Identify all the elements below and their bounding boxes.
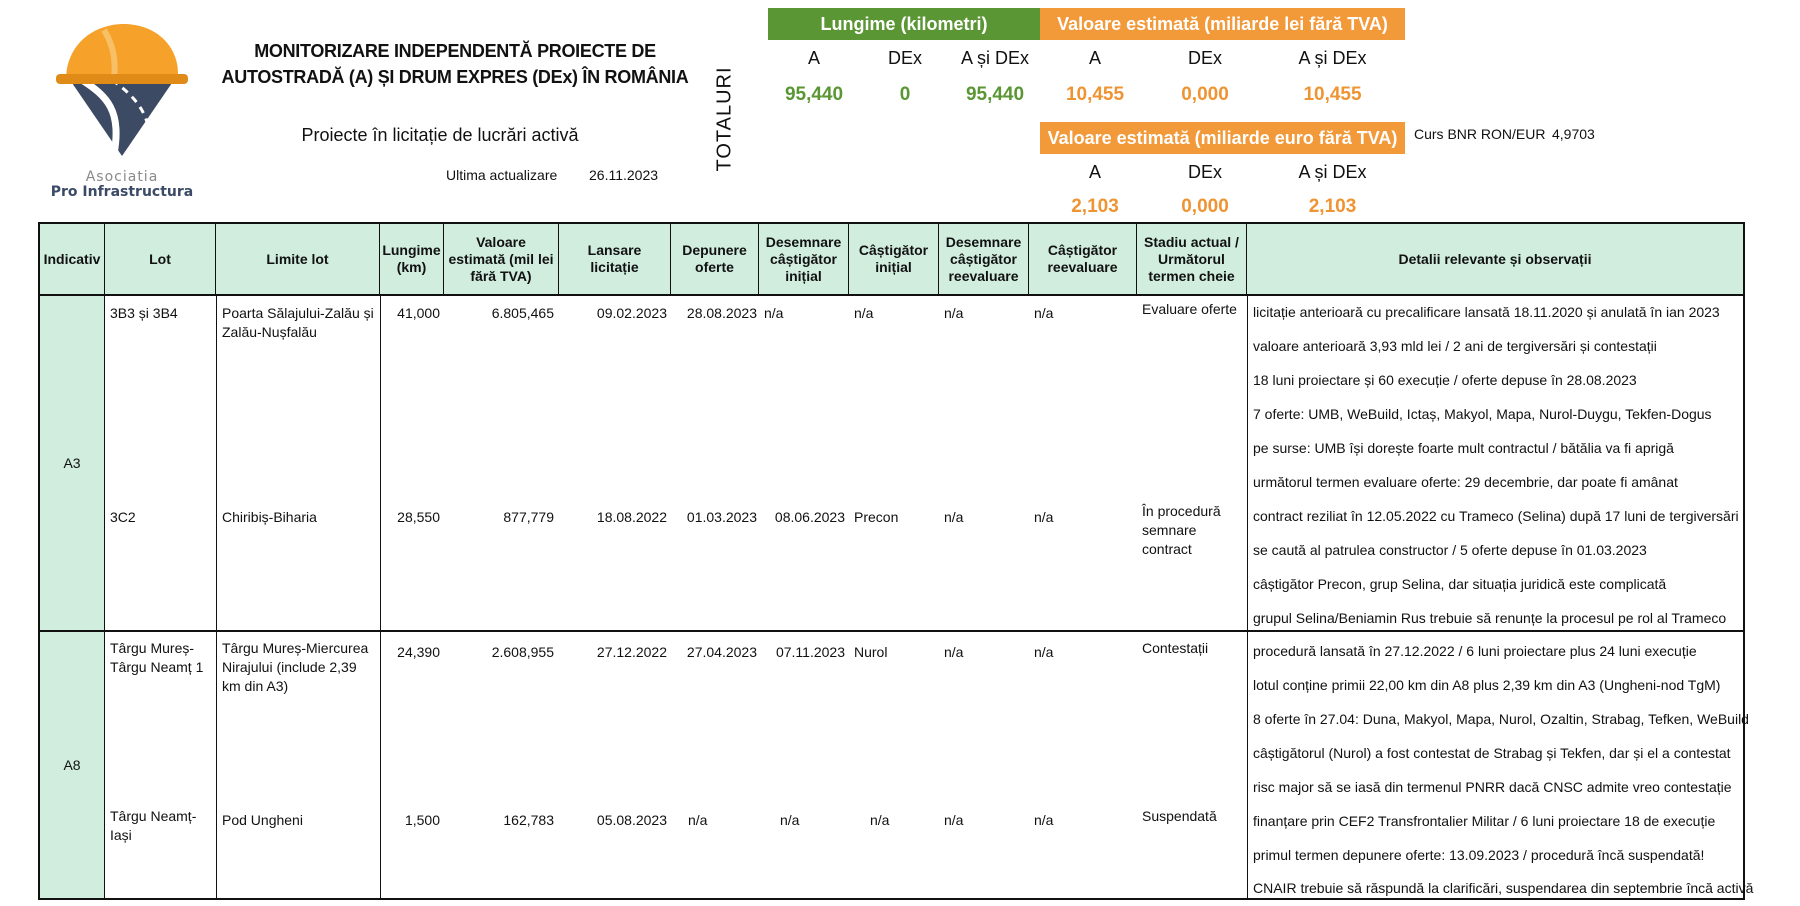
cell-desemnare-reevaluare: n/a [944,509,964,525]
cell-limite: Târgu Mureș-Miercurea Nirajului (include 2,39 km din A3) [222,640,369,694]
logo [42,16,202,200]
cell-castigator-initial: Nurol [854,644,888,660]
totals-value-eur-header: Valoare estimată (miliarde euro fără TVA) [1040,122,1405,154]
col-header-detalii: Detalii relevante și observații [1247,224,1743,294]
cell-castigator-initial: Precon [854,509,899,525]
cell-desemnare-reevaluare: n/a [944,644,964,660]
note-line: următorul termen evaluare oferte: 29 decembrie, dar poate fi amânat [1253,474,1678,490]
cell-castigator-reevaluare: n/a [1034,644,1054,660]
note-line: grupul Selina/Beniamin Rus trebuie să renunțe la procesul pe rol al Trameco [1253,610,1727,626]
note-line: valoare anterioară 3,93 mld lei / 2 ani de tergiversări și contestații [1253,338,1657,354]
cell-desemnare-reevaluare: n/a [944,305,964,321]
col-header-depunere: Depunere oferte [671,224,759,294]
group-indicativ-a3: A3 [40,296,105,630]
col-header-lot: Lot [105,224,216,294]
col-header-desemnare-initial: Desemnare câștigător inițial [759,224,849,294]
totals-eur-col-a: A [1088,162,1101,182]
page-title-line2: AUTOSTRADĂ (A) ȘI DRUM EXPRES (DEx) ÎN ROMÂNIA [221,67,689,87]
cell-limite: Chiribiș-Biharia [222,509,317,525]
cell-desemnare-initial: 07.11.2023 [775,644,845,660]
totals-lei-col-dex: DEx [1187,48,1222,68]
totals-length-col-a: A [807,48,820,68]
cell-limite: Poarta Sălajului-Zalău și Zalău-Nușfalău [222,305,374,340]
note-line: pe surse: UMB își dorește foarte mult contractul / bătălia va fi aprigă [1253,440,1674,456]
note-line: lotul conține primii 22,00 km din A8 plus 2,39 km din A3 (Ungheni-nod TgM) [1253,677,1721,693]
totals-value-lei-header: Valoare estimată (miliarde lei fără TVA) [1040,8,1405,40]
header-divider [40,294,1743,296]
column-divider [1247,296,1248,898]
cell-lungime: 28,550 [397,509,440,525]
col-header-lungime: Lungime (km) [380,224,444,294]
cell-desemnare-initial: n/a [764,305,784,321]
cell-castigator-reevaluare: n/a [1034,305,1054,321]
column-divider [380,296,381,898]
cell-valoare: 162,783 [503,812,554,828]
cell-lot: 3B3 și 3B4 [110,305,178,321]
cell-desemnare-initial: 08.06.2023 [774,509,845,525]
group-divider [40,630,1743,632]
col-header-stadiu: Stadiu actual / Următorul termen cheie [1137,224,1247,294]
totals-eur-both: 2,103 [1308,196,1357,217]
last-updated-label: Ultima actualizare [446,167,558,183]
col-header-castigator-reevaluare: Câștigător reevaluare [1029,224,1137,294]
cell-depunere: 28.08.2023 [686,305,757,321]
cell-lansare: 18.08.2022 [596,509,667,525]
cell-lot: Târgu Mureș-Târgu Neamț 1 [110,640,204,675]
cell-castigator-reevaluare: n/a [1034,509,1054,525]
totals-eur-col-both: A și DEx [1298,162,1367,182]
note-line: câștigător Precon, grup Selina, dar situația juridică este complicată [1253,576,1667,592]
cell-lansare: 05.08.2023 [596,812,667,828]
col-header-limite: Limite lot [216,224,380,294]
column-divider [216,296,217,898]
cell-depunere: n/a [688,812,708,828]
note-line: 7 oferte: UMB, WeBuild, Ictaș, Makyol, Mapa, Nurol-Duygu, Tekfen-Dogus [1253,406,1712,422]
cell-lansare: 09.02.2023 [596,305,667,321]
note-line: se caută al patrulea constructor / 5 oferte depuse în 01.03.2023 [1253,542,1647,558]
totals-length-col-dex: DEx [887,48,922,68]
col-header-indicativ: Indicativ [40,224,105,294]
last-updated-date: 26.11.2023 [589,167,659,183]
totals-length-both: 95,440 [965,84,1025,105]
cell-lot: 3C2 [110,509,136,525]
logo-text-asociatia: Asociatia [85,169,159,185]
totals-lei-a: 10,455 [1065,84,1125,105]
cell-limite: Pod Ungheni [222,812,303,828]
cell-depunere: 27.04.2023 [686,644,757,660]
col-header-valoare: Valoare estimată (mil lei fără TVA) [444,224,559,294]
note-line: risc major să se iasă din termenul PNRR dacă CNSC admite vreo contestație [1253,779,1732,795]
note-line: 18 luni proiectare și 60 execuție / oferte depuse în 28.08.2023 [1253,372,1637,388]
cell-depunere: 01.03.2023 [686,509,757,525]
totals-eur-a: 2,103 [1071,196,1119,217]
cell-lungime: 41,000 [397,305,440,321]
cell-valoare: 2.608,955 [491,644,554,660]
projects-table [38,222,1754,900]
cell-valoare: 877,779 [503,509,554,525]
totals-length-a: 95,440 [784,84,844,105]
note-line: câștigătorul (Nurol) a fost contestat de Strabag și Tekfen, dar și el a contestat [1253,745,1731,761]
page-title [220,38,690,90]
cell-lansare: 27.12.2022 [596,644,667,660]
totals-label: TOTALURI [713,66,736,172]
note-line: licitație anterioară cu precalificare lansată 18.11.2020 și anulată în ian 2023 [1253,304,1720,320]
col-header-desemnare-reevaluare: Desemnare câștigător reevaluare [939,224,1029,294]
cell-lot: Târgu Neamț-Iași [110,808,197,843]
cell-castigator-reevaluare: n/a [1034,812,1054,828]
totals-length-header: Lungime (kilometri) [768,8,1040,40]
logo-text-name: Pro Infrastructura [50,184,194,200]
totals-lei-dex: 0,000 [1181,84,1229,105]
totals-length-col-both: A și DEx [960,48,1030,68]
cell-desemnare-reevaluare: n/a [944,812,964,828]
totals-lei-col-a: A [1088,48,1101,68]
exchange-rate-label: Curs BNR RON/EUR [1414,126,1546,142]
totals-eur-col-dex: DEx [1187,162,1222,182]
note-line: 8 oferte în 27.04: Duna, Makyol, Mapa, Nurol, Ozaltin, Strabag, Tefken, WeBuild [1253,711,1749,727]
col-header-castigator-initial: Câștigător inițial [849,224,939,294]
col-header-lansare: Lansare licitație [559,224,671,294]
group-indicativ-a8: A8 [40,632,105,898]
cell-castigator-initial: n/a [854,305,874,321]
totals-length-dex: 0 [899,84,911,105]
cell-stadiu: În procedură semnare contract [1142,503,1221,557]
note-line: contract reziliat în 12.05.2022 cu Trameco (Selina) după 17 luni de tergiversări [1253,508,1739,524]
cell-stadiu: Evaluare oferte [1142,301,1237,317]
exchange-rate-value: 4,9703 [1552,126,1595,142]
note-line: finanțare prin CEF2 Transfrontalier Militar / 6 luni proiectare 18 de execuție [1253,813,1716,829]
cell-castigator-initial: n/a [870,812,890,828]
totals-eur-dex: 0,000 [1181,196,1229,217]
page-title-line1: MONITORIZARE INDEPENDENTĂ PROIECTE DE [254,41,656,61]
cell-lungime: 1,500 [404,812,440,828]
totals-lei-col-both: A și DEx [1298,48,1367,68]
note-line: CNAIR trebuie să răspundă la clarificări, suspendarea din septembrie încă activă [1253,880,1754,896]
note-line: procedură lansată în 27.12.2022 / 6 luni proiectare plus 24 luni execuție [1253,643,1697,659]
note-line: primul termen depunere oferte: 13.09.2023 / procedură încă suspendată! [1253,847,1705,863]
cell-desemnare-initial: n/a [780,812,800,828]
cell-stadiu: Contestații [1142,640,1209,656]
cell-stadiu: Suspendată [1142,808,1217,824]
cell-lungime: 24,390 [397,644,440,660]
road-pin-helmet-icon [52,16,192,161]
page-subtitle: Proiecte în licitație de lucrări activă [301,125,579,145]
cell-valoare: 6.805,465 [491,305,554,321]
totals-lei-both: 10,455 [1303,84,1362,105]
